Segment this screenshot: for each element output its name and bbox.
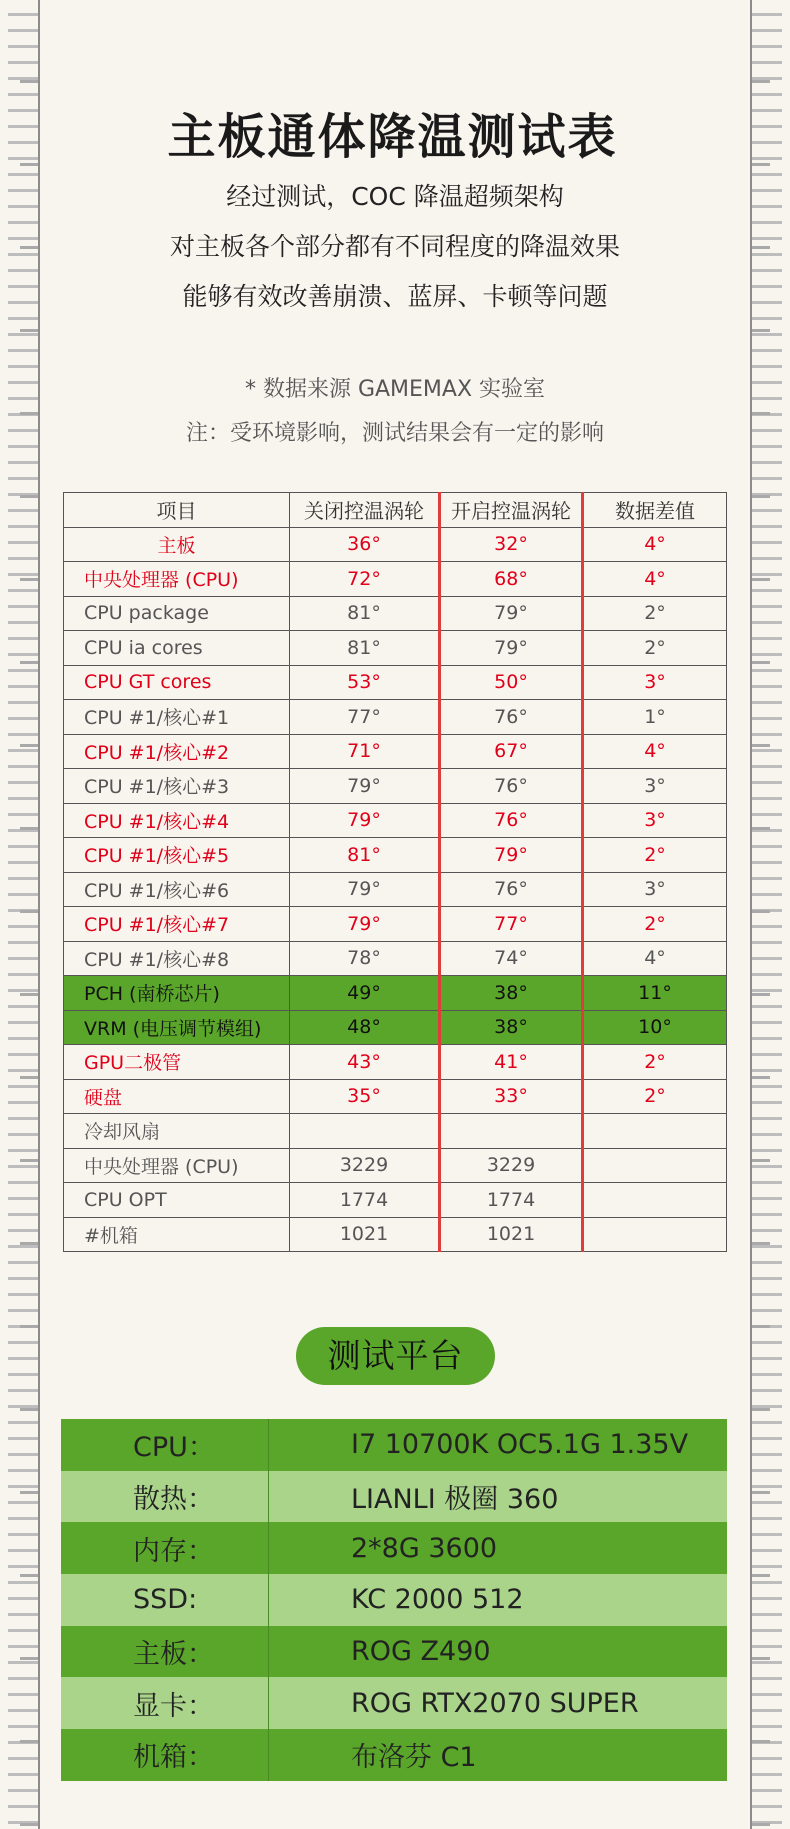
row-item-cell: CPU package: [64, 596, 290, 631]
row-item-cell: 中央处理器 (CPU): [64, 562, 290, 597]
row-off-cell: 79°: [290, 803, 440, 838]
row-off-cell: 79°: [290, 907, 440, 942]
note-line: * 数据来源 GAMEMAX 实验室: [244, 377, 546, 402]
platform-key: 机箱：: [61, 1729, 269, 1781]
table-row: [64, 665, 727, 700]
row-on-cell: 68°: [440, 562, 583, 597]
row-on-cell: 76°: [440, 803, 583, 838]
table-row: [64, 562, 727, 597]
table-row: [64, 1045, 727, 1080]
row-off-cell: 81°: [290, 596, 440, 631]
row-item-cell: VRM (电压调节模组): [64, 1010, 290, 1045]
row-off-cell: 81°: [290, 838, 440, 873]
row-item-cell: 冷却风扇: [64, 1114, 290, 1149]
row-item-cell: #机箱: [64, 1217, 290, 1252]
row-off-cell: 81°: [290, 631, 440, 666]
platform-value: 2*8G 3600: [351, 1532, 498, 1564]
row-on-cell: 77°: [440, 907, 583, 942]
platform-row: [61, 1471, 727, 1523]
row-off-cell: 35°: [290, 1079, 440, 1114]
row-on-cell: 79°: [440, 631, 583, 666]
row-on-cell: 76°: [440, 769, 583, 804]
row-diff-cell: 4°: [583, 734, 727, 769]
intro-line: 对主板各个部分都有不同程度的降温效果: [169, 232, 620, 261]
row-off-cell: 71°: [290, 734, 440, 769]
table-row: [64, 1114, 727, 1149]
row-on-cell: 38°: [440, 976, 583, 1011]
row-on-cell: 33°: [440, 1079, 583, 1114]
table-row: [64, 838, 727, 873]
row-diff-cell: 2°: [583, 631, 727, 666]
row-off-cell: 36°: [290, 527, 440, 562]
row-off-cell: 77°: [290, 700, 440, 735]
row-diff-cell: 3°: [583, 872, 727, 907]
row-on-cell: 79°: [440, 596, 583, 631]
row-item-cell: CPU #1/核心#4: [64, 803, 290, 838]
intro-line: 经过测试，COC 降温超频架构: [226, 182, 564, 211]
row-item-cell: CPU #1/核心#7: [64, 907, 290, 942]
row-diff-cell: [583, 1148, 727, 1183]
table-row: [64, 872, 727, 907]
table-header-row: [64, 493, 727, 528]
row-off-cell: 3229: [290, 1148, 440, 1183]
platform-key: CPU：: [61, 1419, 269, 1471]
row-item-cell: CPU #1/核心#5: [64, 838, 290, 873]
table-row: [64, 1079, 727, 1114]
table-row: [64, 1183, 727, 1218]
row-diff-cell: 10°: [583, 1010, 727, 1045]
page-title: 主板通体降温测试表: [167, 109, 618, 165]
platform-row: [61, 1522, 727, 1574]
row-on-cell: [440, 1114, 583, 1149]
intro-line: 能够有效改善崩溃、蓝屏、卡顿等问题: [182, 282, 608, 311]
row-off-cell: 1021: [290, 1217, 440, 1252]
platform-value: KC 2000 512: [351, 1584, 524, 1616]
table-row: [64, 803, 727, 838]
platform-value: ROG Z490: [351, 1636, 491, 1668]
table-row: [64, 1010, 727, 1045]
row-diff-cell: 11°: [583, 976, 727, 1011]
row-diff-cell: [583, 1217, 727, 1252]
row-on-cell: 67°: [440, 734, 583, 769]
platform-key: 显卡：: [61, 1677, 269, 1729]
row-item-cell: CPU #1/核心#6: [64, 872, 290, 907]
platform-value: I7 10700K OC5.1G 1.35V: [351, 1429, 689, 1461]
row-item-cell: CPU ia cores: [64, 631, 290, 666]
row-off-cell: 79°: [290, 769, 440, 804]
table-row: [64, 1148, 727, 1183]
row-item-cell: CPU #1/核心#3: [64, 769, 290, 804]
row-on-cell: 1774: [440, 1183, 583, 1218]
row-diff-cell: [583, 1114, 727, 1149]
row-item-cell: CPU #1/核心#8: [64, 941, 290, 976]
table-row: [64, 631, 727, 666]
row-item-cell: 硬盘: [64, 1079, 290, 1114]
row-on-cell: 3229: [440, 1148, 583, 1183]
row-off-cell: 1774: [290, 1183, 440, 1218]
table-row: [64, 734, 727, 769]
row-off-cell: 48°: [290, 1010, 440, 1045]
row-diff-cell: 2°: [583, 838, 727, 873]
row-diff-cell: 2°: [583, 1045, 727, 1080]
platform-value: 布洛芬 C1: [351, 1742, 477, 1774]
row-off-cell: 78°: [290, 941, 440, 976]
row-diff-cell: 4°: [583, 941, 727, 976]
row-on-cell: 76°: [440, 872, 583, 907]
table-row: [64, 527, 727, 562]
row-off-cell: 49°: [290, 976, 440, 1011]
header-diff: 数据差值: [583, 493, 727, 528]
platform-row: [61, 1626, 727, 1678]
row-diff-cell: 2°: [583, 596, 727, 631]
table-row: [64, 1217, 727, 1252]
row-diff-cell: 2°: [583, 907, 727, 942]
row-diff-cell: [583, 1183, 727, 1218]
row-on-cell: 32°: [440, 527, 583, 562]
platform-value: LIANLI 极圈 360: [351, 1484, 559, 1516]
row-on-cell: 50°: [440, 665, 583, 700]
platform-row: [61, 1419, 727, 1471]
row-item-cell: 主板: [64, 527, 290, 562]
row-on-cell: 41°: [440, 1045, 583, 1080]
row-off-cell: 79°: [290, 872, 440, 907]
row-item-cell: CPU GT cores: [64, 665, 290, 700]
row-item-cell: GPU二极管: [64, 1045, 290, 1080]
note-line: 注：受环境影响，测试结果会有一定的影响: [185, 421, 604, 446]
platform-key: 散热：: [61, 1471, 269, 1523]
row-item-cell: CPU OPT: [64, 1183, 290, 1218]
header-off: 关闭控温涡轮: [290, 493, 440, 528]
row-item-cell: CPU #1/核心#1: [64, 700, 290, 735]
row-off-cell: 72°: [290, 562, 440, 597]
table-row: [64, 976, 727, 1011]
row-diff-cell: 3°: [583, 769, 727, 804]
row-diff-cell: 3°: [583, 803, 727, 838]
row-on-cell: 76°: [440, 700, 583, 735]
source-notes: [0, 368, 790, 456]
row-on-cell: 1021: [440, 1217, 583, 1252]
row-on-cell: 79°: [440, 838, 583, 873]
row-item-cell: CPU #1/核心#2: [64, 734, 290, 769]
row-diff-cell: 4°: [583, 562, 727, 597]
row-diff-cell: 1°: [583, 700, 727, 735]
row-item-cell: 中央处理器 (CPU): [64, 1148, 290, 1183]
table-row: [64, 941, 727, 976]
platform-row: [61, 1574, 727, 1626]
platform-title-badge: 测试平台: [296, 1327, 495, 1385]
row-on-cell: 38°: [440, 1010, 583, 1045]
platform-row: [61, 1677, 727, 1729]
table-row: [64, 769, 727, 804]
platform-key: 主板：: [61, 1626, 269, 1678]
row-diff-cell: 3°: [583, 665, 727, 700]
row-item-cell: PCH (南桥芯片): [64, 976, 290, 1011]
row-off-cell: [290, 1114, 440, 1149]
platform-key: 内存：: [61, 1522, 269, 1574]
table-row: [64, 700, 727, 735]
platform-row: [61, 1729, 727, 1781]
table-row: [64, 596, 727, 631]
row-diff-cell: 4°: [583, 527, 727, 562]
platform-spec-list: [61, 1419, 727, 1781]
intro-text: [0, 172, 790, 322]
row-on-cell: 74°: [440, 941, 583, 976]
platform-key: SSD:: [61, 1574, 269, 1626]
header-on: 开启控温涡轮: [440, 493, 583, 528]
platform-value: ROG RTX2070 SUPER: [351, 1687, 639, 1719]
row-off-cell: 53°: [290, 665, 440, 700]
row-diff-cell: 2°: [583, 1079, 727, 1114]
table-row: [64, 907, 727, 942]
header-item: 项目: [64, 493, 290, 528]
temperature-table: [63, 492, 727, 1252]
row-off-cell: 43°: [290, 1045, 440, 1080]
